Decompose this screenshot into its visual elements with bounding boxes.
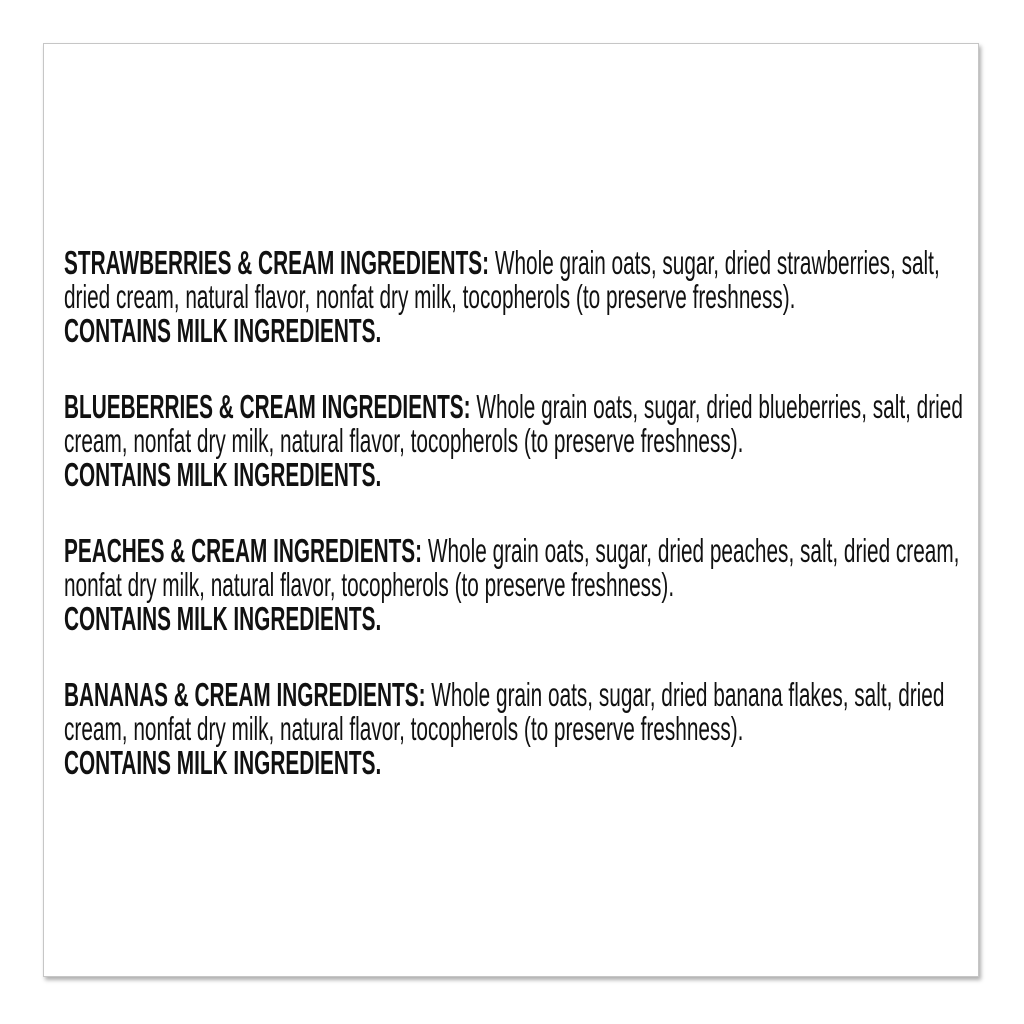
flavor-heading: BANANAS & CREAM INGREDIENTS: — [64, 676, 426, 713]
contains-statement: CONTAINS MILK INGREDIENTS. — [64, 744, 382, 781]
flavor-heading: PEACHES & CREAM INGREDIENTS: — [64, 532, 423, 569]
ingredients-paragraph — [64, 534, 976, 602]
contains-statement: CONTAINS MILK INGREDIENTS. — [64, 600, 382, 637]
ingredients-paragraph — [64, 678, 976, 746]
section-bananas-cream — [64, 678, 976, 780]
ingredients-text: Whole grain oats, sugar, dried blueberries, salt, dried cream, nonfat dry milk, natural flavor, tocopherols (to preserve freshness). — [64, 388, 963, 459]
contains-statement: CONTAINS MILK INGREDIENTS. — [64, 312, 382, 349]
section-blueberries-cream — [64, 390, 976, 492]
flavor-heading: STRAWBERRIES & CREAM INGREDIENTS: — [64, 244, 490, 281]
ingredients-text: Whole grain oats, sugar, dried banana flakes, salt, dried cream, nonfat dry milk, natural flavor, tocopherols (to preserve freshness). — [64, 676, 945, 747]
ingredients-text: Whole grain oats, sugar, dried peaches, salt, dried cream, nonfat dry milk, natural flavor, tocopherols (to preserve freshness). — [64, 532, 960, 603]
section-strawberries-cream — [64, 246, 976, 348]
contains-statement: CONTAINS MILK INGREDIENTS. — [64, 456, 382, 493]
ingredients-text: Whole grain oats, sugar, dried strawberries, salt, dried cream, natural flavor, nonfat dry milk, tocopherols (to preserve freshness). — [64, 244, 940, 315]
section-peaches-cream — [64, 534, 976, 636]
ingredients-label-text — [64, 246, 976, 780]
ingredients-paragraph — [64, 390, 976, 458]
ingredients-label-card — [43, 43, 979, 977]
ingredients-paragraph — [64, 246, 976, 314]
flavor-heading: BLUEBERRIES & CREAM INGREDIENTS: — [64, 388, 471, 425]
